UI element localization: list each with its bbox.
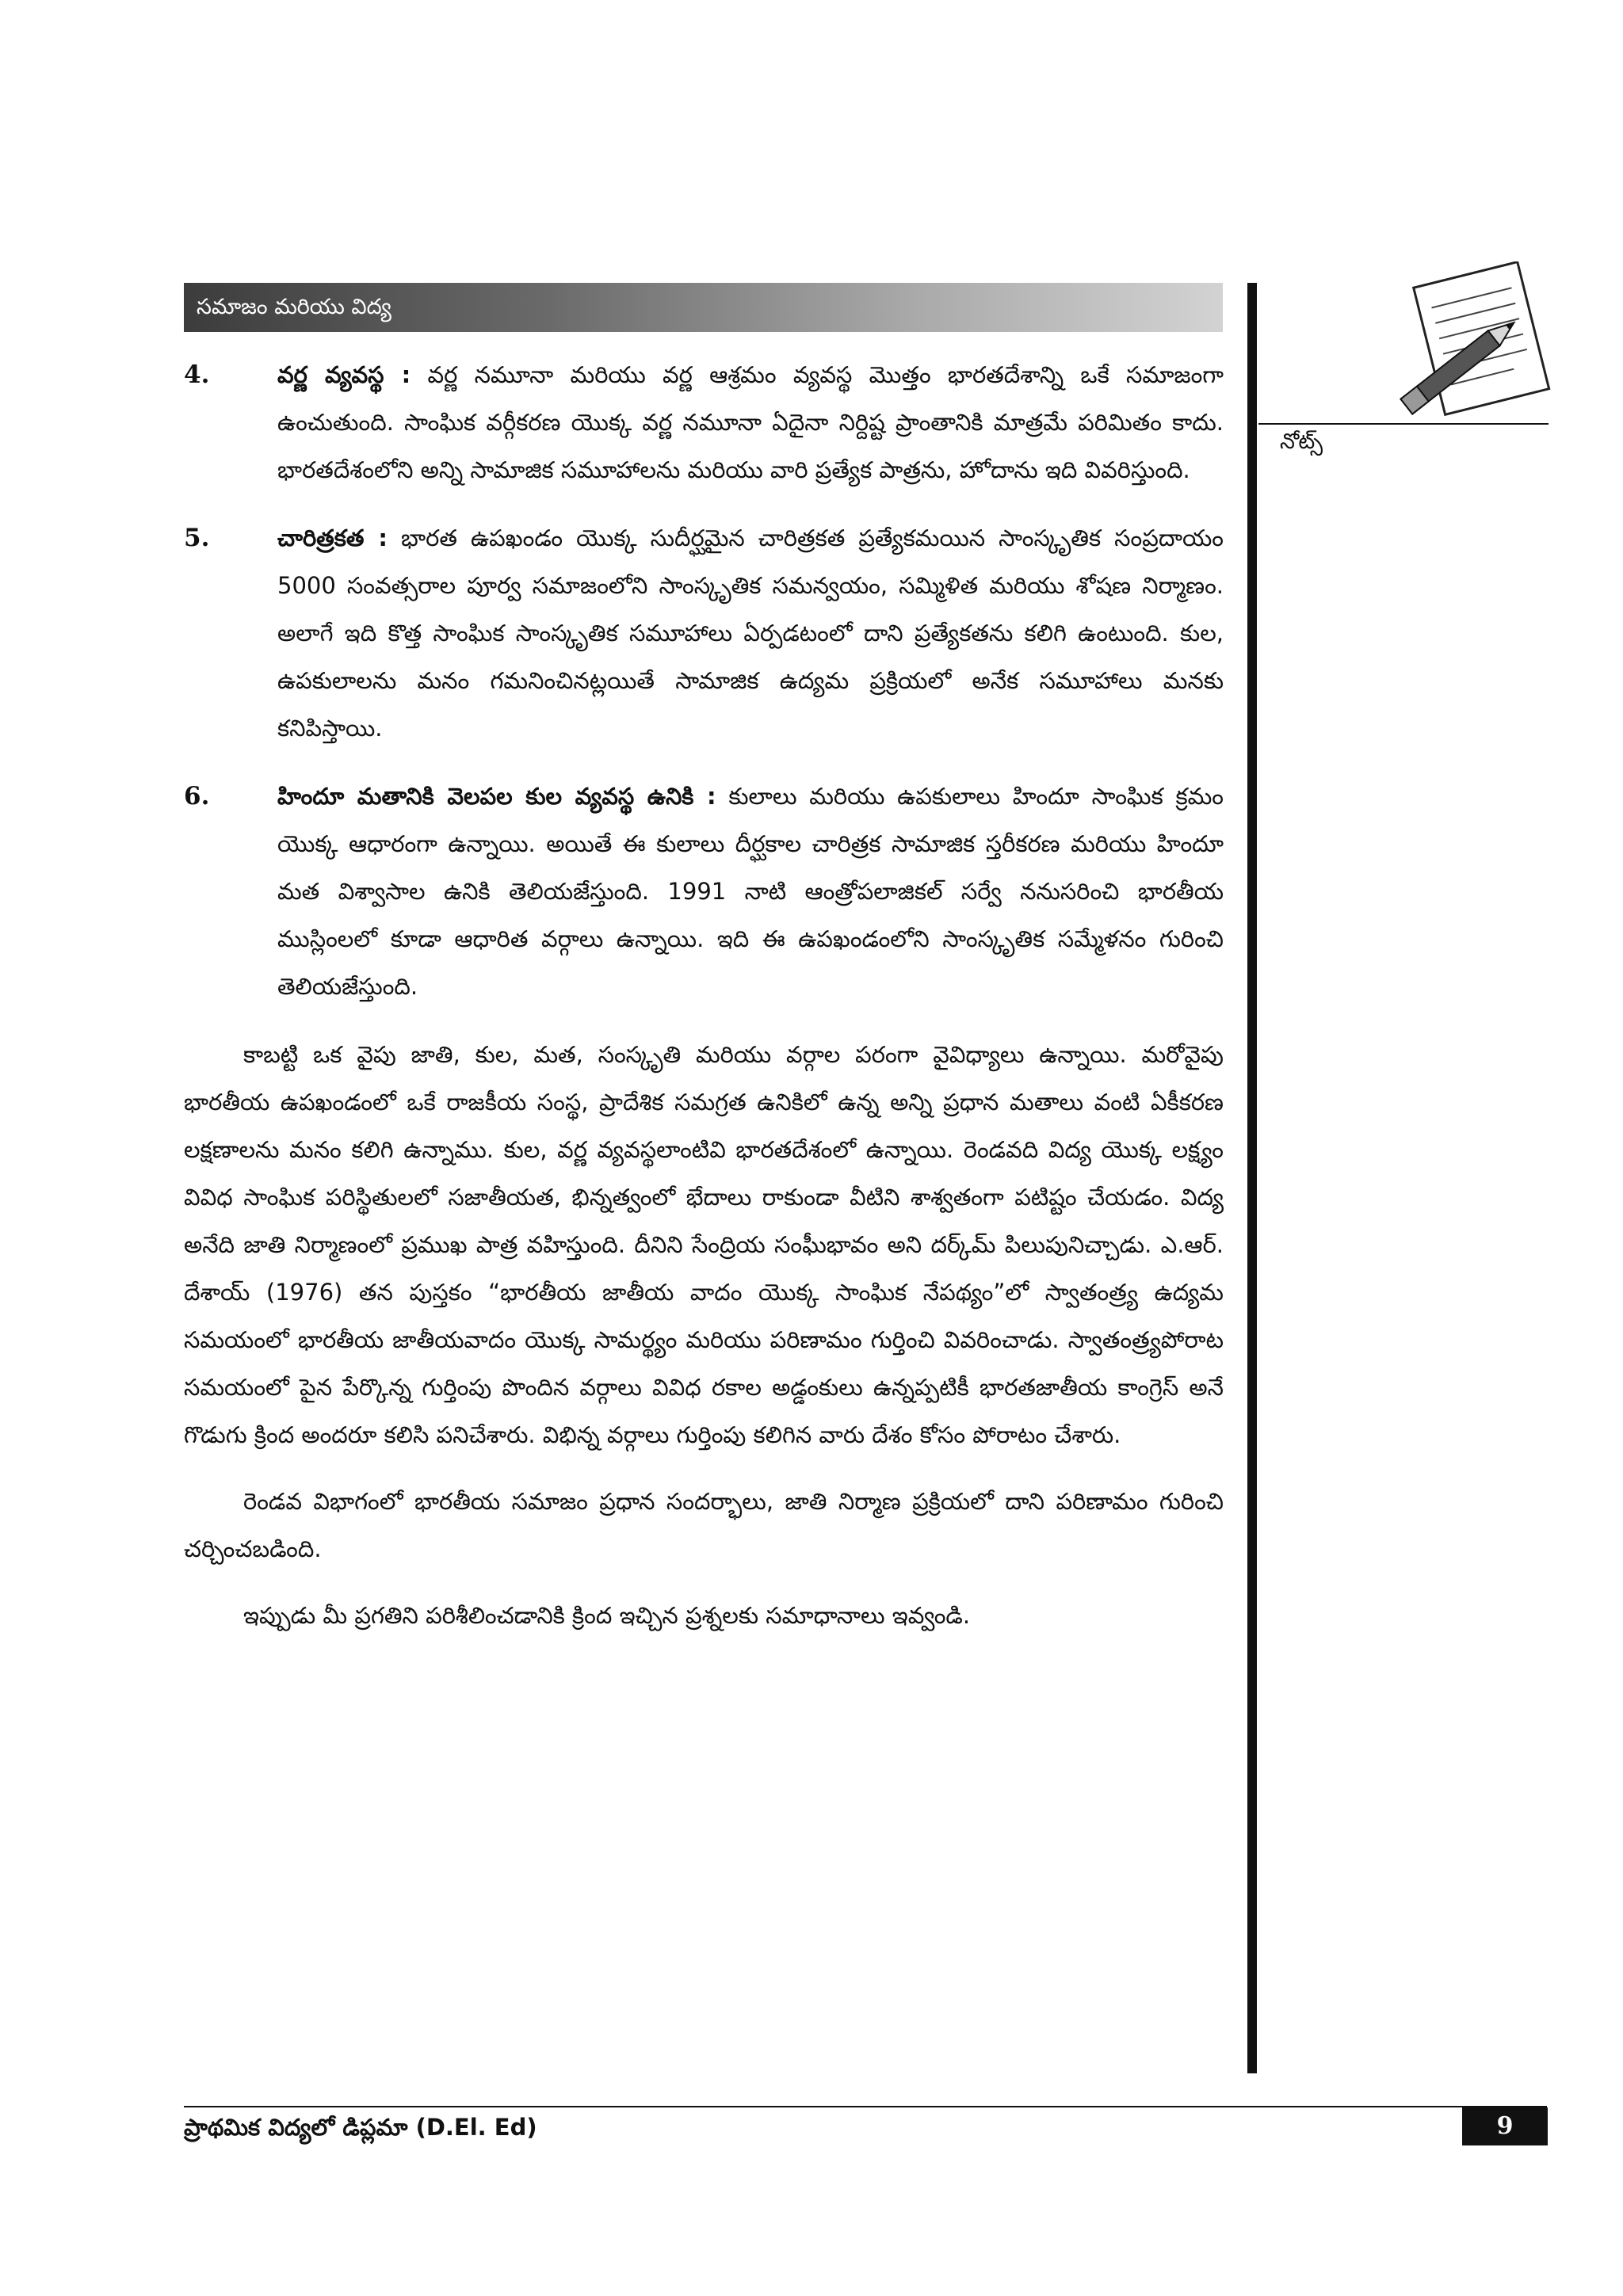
body-paragraph: కాబట్టి ఒక వైపు జాతి, కుల, మత, సంస్కృతి మరియు వర్గాల పరంగా వైవిధ్యాలు ఉన్నాయి. మరోవైపు భారతీయ ఉపఖండంలో ఒకే రాజకీయ సంస్థ, ప్రాదేశిక సమగ్రత ఉనికిలో ఉన్న అన్ని ప్రధాన మతాలు వంటి ఏకీకరణ లక్షణాలను మనం కలిగి ఉన్నాము. కుల, వర్ణ వ్యవస్థలాంటివి భారతదేశంలో ఉన్నాయి. రెండవది విద్య యొక్క లక్ష్యం వివిధ సాంఘిక పరిస్థితులలో సజాతీయత, భిన్నత్వంలో భేదాలు రాకుండా వీటిని శాశ్వతంగా పటిష్టం చేయడం. విద్య అనేది జాతి నిర్మాణంలో ప్రముఖ పాత్ర వహిస్తుంది. దీనిని సేంద్రియ సంఘీభావం అని దర్క్‌మ్ పిలుపునిచ్చాడు. ఎ.ఆర్. దేశాయ్ (1976) తన పుస్తకం “భారతీయ జాతీయ వాదం యొక్క సాంఘిక నేపథ్యం”లో స్వాతంత్ర్య ఉద్యమ సమయంలో భారతీయ జాతీయవాదం యొక్క సామర్థ్యం మరియు పరిణామం గుర్తించి వివరించాడు. స్వాతంత్ర్యపోరాట సమయంలో పైన పేర్కొన్న గుర్తింపు పొందిన వర్గాలు వివిధ రకాల అడ్డంకులు ఉన్నప్పటికీ భారతజాతీయ కాంగ్రెస్ అనే గొడుగు క్రింద అందరూ కలిసి పనిచేశారు. విభిన్న వర్గాలు గుర్తింపు కలిగిన వారు దేశం కోసం పోరాటం చేశారు. [184, 1041, 1224, 1448]
running-header-title: సమాజం మరియు విద్య [197, 295, 391, 319]
item-body: కులాలు మరియు ఉపకులాలు హిందూ సాంఘిక క్రమం యొక్క ఆధారంగా ఉన్నాయి. అయితే ఈ కులాలు దీర్ఘకాల చారిత్రక సామాజిక స్తరీకరణ మరియు హిందూ మత విశ్వాసాల ఉనికి తెలియజేస్తుంది. 1991 నాటి ఆంత్రోపలాజికల్ సర్వే ననుసరించి భారతీయ ముస్లింలలో కూడా ఆధారిత వర్గాలు ఉన్నాయి. ఇది ఈ ఉపఖండంలోని సాంస్కృతిక సమ్మేళనం గురించి తెలియజేస్తుంది. [277, 783, 1224, 1000]
header-band [184, 283, 1223, 332]
footer-title: ప్రాథమిక విద్యలో డిప్లమా (D.El. Ed) [184, 2114, 537, 2141]
notepad-pencil-icon [1379, 261, 1561, 424]
item-text [277, 351, 1224, 494]
item-body: వర్ణ నమూనా మరియు వర్ణ ఆశ్రమం వ్యవస్థ మొత్తం భారతదేశాన్ని ఒకే సమాజంగా ఉంచుతుంది. సాంఘిక వర్గీకరణ యొక్క వర్ణ నమూనా ఏదైనా నిర్దిష్ట ప్రాంతానికి మాత్రమే పరిమితం కాదు. భారతదేశంలోని అన్ని సామాజిక సమూహాలను మరియు వారి ప్రత్యేక పాత్రను, హోదాను ఇది వివరిస్తుంది. [277, 361, 1224, 483]
list-item [184, 514, 1224, 752]
list-item [184, 351, 1224, 494]
item-body: భారత ఉపఖండం యొక్క సుదీర్ఘమైన చారిత్రకత ప్రత్యేకమయిన సాంస్కృతిక సంప్రదాయం 5000 సంవత్సరాల పూర్వ సమాజంలోని సాంస్కృతిక సమన్వయం, సమ్మిళిత మరియు శోషణ నిర్మాణం. అలాగే ఇది కొత్త సాంఘిక సాంస్కృతిక సమూహాలు ఏర్పడటంలో దాని ప్రత్యేకతను కలిగి ఉంటుంది. కుల, ఉపకులాలను మనం గమనించినట్లయితే సామాజిక ఉద్యమ ప్రక్రియలో అనేక సమూహాలు మనకు కనిపిస్తాయి. [277, 524, 1224, 742]
item-term: హిందూ మతానికి వెలపల కుల వ్యవస్థ ఉనికి : [277, 783, 716, 810]
item-number: 5. [184, 524, 210, 552]
notes-rule [1258, 423, 1549, 425]
item-term: చారిత్రకత : [277, 524, 388, 551]
page-content [184, 351, 1224, 1658]
notes-label: నోట్స్ [1280, 429, 1323, 454]
item-text [277, 772, 1224, 1010]
list-item [184, 772, 1224, 1010]
item-term: వర్ణ వ్యవస్థ : [277, 361, 411, 388]
item-number: 6. [184, 782, 210, 810]
margin-rule [1247, 283, 1257, 2073]
item-text [277, 514, 1224, 752]
footer-rule [184, 2106, 1547, 2107]
body-paragraph: రెండవ విభాగంలో భారతీయ సమాజం ప్రధాన సందర్భాలు, జాతి నిర్మాణ ప్రక్రియలో దాని పరిణామం గురించి చర్చించబడింది. [184, 1488, 1224, 1562]
body-paragraph: ఇప్పుడు మీ ప్రగతిని పరిశీలించడానికి క్రింద ఇచ్చిన ప్రశ్నలకు సమాధానాలు ఇవ్వండి. [243, 1602, 971, 1629]
page-number: 9 [1462, 2107, 1548, 2145]
item-number: 4. [184, 360, 210, 389]
